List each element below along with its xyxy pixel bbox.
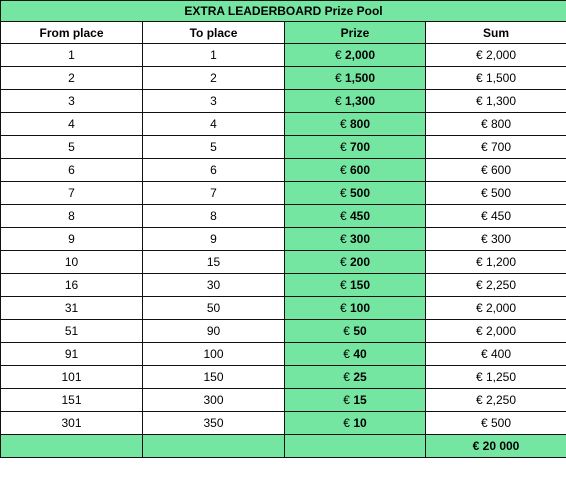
prize-cell — [285, 205, 426, 228]
from-place-cell: 16 — [1, 274, 143, 297]
table-row — [1, 90, 566, 113]
sum-cell: € 500 — [426, 182, 566, 205]
total-empty-cell — [143, 435, 285, 458]
table-body — [1, 44, 566, 435]
total-empty-cell — [285, 435, 426, 458]
currency-symbol: € — [343, 347, 350, 361]
table-row — [1, 159, 566, 182]
currency-symbol: € — [339, 140, 347, 154]
prize-amount: 1,500 — [345, 71, 376, 85]
currency-symbol: € — [343, 416, 350, 430]
prize-cell — [285, 44, 426, 67]
prize-amount: 200 — [350, 255, 371, 269]
prize-amount: 2,000 — [345, 48, 376, 62]
to-place-cell: 1 — [143, 44, 285, 67]
to-place-cell: 150 — [143, 366, 285, 389]
prize-cell — [285, 228, 426, 251]
to-place-cell: 4 — [143, 113, 285, 136]
prize-cell — [285, 412, 426, 435]
prize-amount: 700 — [350, 140, 371, 154]
to-place-cell: 9 — [143, 228, 285, 251]
to-place-cell: 30 — [143, 274, 285, 297]
currency-symbol: € — [339, 163, 347, 177]
column-header-from: From place — [1, 22, 143, 44]
to-place-cell: 15 — [143, 251, 285, 274]
prize-amount: 800 — [350, 117, 371, 131]
from-place-cell: 151 — [1, 389, 143, 412]
prize-cell — [285, 251, 426, 274]
table-row — [1, 182, 566, 205]
table-row — [1, 412, 566, 435]
currency-symbol: € — [339, 278, 347, 292]
sum-cell: € 2,000 — [426, 297, 566, 320]
prize-cell — [285, 90, 426, 113]
currency-symbol: € — [343, 324, 350, 338]
to-place-cell: 8 — [143, 205, 285, 228]
table-row — [1, 228, 566, 251]
from-place-cell: 2 — [1, 67, 143, 90]
prize-amount: 50 — [353, 324, 367, 338]
to-place-cell: 100 — [143, 343, 285, 366]
prize-cell — [285, 159, 426, 182]
prize-cell — [285, 320, 426, 343]
from-place-cell: 9 — [1, 228, 143, 251]
currency-symbol: € — [334, 94, 342, 108]
table-row — [1, 343, 566, 366]
currency-symbol: € — [339, 186, 347, 200]
total-empty-cell — [1, 435, 143, 458]
prize-amount: 10 — [353, 416, 367, 430]
from-place-cell: 10 — [1, 251, 143, 274]
prize-cell — [285, 67, 426, 90]
prize-cell — [285, 274, 426, 297]
table-title: EXTRA LEADERBOARD Prize Pool — [1, 1, 566, 22]
to-place-cell: 5 — [143, 136, 285, 159]
prize-amount: 25 — [353, 370, 367, 384]
table-row — [1, 366, 566, 389]
to-place-cell: 7 — [143, 182, 285, 205]
currency-symbol: € — [339, 209, 347, 223]
currency-symbol: € — [334, 48, 342, 62]
column-header-sum: Sum — [426, 22, 566, 44]
sum-cell: € 2,000 — [426, 44, 566, 67]
prize-cell — [285, 389, 426, 412]
from-place-cell: 5 — [1, 136, 143, 159]
sum-cell: € 800 — [426, 113, 566, 136]
to-place-cell: 6 — [143, 159, 285, 182]
table-row — [1, 113, 566, 136]
prize-cell — [285, 182, 426, 205]
from-place-cell: 6 — [1, 159, 143, 182]
to-place-cell: 350 — [143, 412, 285, 435]
from-place-cell: 7 — [1, 182, 143, 205]
sum-cell: € 450 — [426, 205, 566, 228]
from-place-cell: 31 — [1, 297, 143, 320]
currency-symbol: € — [339, 117, 347, 131]
table-row — [1, 205, 566, 228]
table-row — [1, 136, 566, 159]
total-row — [1, 435, 566, 458]
column-header-prize: Prize — [285, 22, 426, 44]
table-row — [1, 320, 566, 343]
sum-cell: € 1,200 — [426, 251, 566, 274]
from-place-cell: 3 — [1, 90, 143, 113]
prize-amount: 150 — [350, 278, 371, 292]
sum-cell: € 1,300 — [426, 90, 566, 113]
sum-cell: € 2,250 — [426, 389, 566, 412]
prize-cell — [285, 113, 426, 136]
prize-amount: 450 — [350, 209, 371, 223]
prize-amount: 1,300 — [345, 94, 376, 108]
currency-symbol: € — [334, 71, 342, 85]
prize-amount: 600 — [350, 163, 371, 177]
to-place-cell: 50 — [143, 297, 285, 320]
sum-cell: € 500 — [426, 412, 566, 435]
table-row — [1, 297, 566, 320]
currency-symbol: € — [339, 232, 347, 246]
prize-amount: 40 — [353, 347, 367, 361]
sum-cell: € 2,000 — [426, 320, 566, 343]
from-place-cell: 1 — [1, 44, 143, 67]
prize-cell — [285, 297, 426, 320]
title-row — [1, 1, 566, 22]
sum-cell: € 1,250 — [426, 366, 566, 389]
to-place-cell: 2 — [143, 67, 285, 90]
from-place-cell: 301 — [1, 412, 143, 435]
total-sum-cell: € 20 000 — [426, 435, 566, 458]
currency-symbol: € — [339, 255, 347, 269]
sum-cell: € 600 — [426, 159, 566, 182]
prize-amount: 300 — [350, 232, 371, 246]
prize-amount: 500 — [350, 186, 371, 200]
to-place-cell: 90 — [143, 320, 285, 343]
prize-amount: 15 — [353, 393, 367, 407]
sum-cell: € 300 — [426, 228, 566, 251]
table-row — [1, 67, 566, 90]
sum-cell: € 400 — [426, 343, 566, 366]
from-place-cell: 101 — [1, 366, 143, 389]
table-row — [1, 274, 566, 297]
column-header-to: To place — [143, 22, 285, 44]
table-row — [1, 389, 566, 412]
prize-cell — [285, 136, 426, 159]
sum-cell: € 1,500 — [426, 67, 566, 90]
currency-symbol: € — [339, 301, 347, 315]
header-row — [1, 22, 566, 44]
currency-symbol: € — [343, 393, 350, 407]
from-place-cell: 91 — [1, 343, 143, 366]
from-place-cell: 8 — [1, 205, 143, 228]
to-place-cell: 3 — [143, 90, 285, 113]
to-place-cell: 300 — [143, 389, 285, 412]
prize-cell — [285, 343, 426, 366]
sum-cell: € 700 — [426, 136, 566, 159]
sum-cell: € 2,250 — [426, 274, 566, 297]
table-row — [1, 44, 566, 67]
currency-symbol: € — [343, 370, 350, 384]
prize-amount: 100 — [350, 301, 371, 315]
prize-cell — [285, 366, 426, 389]
from-place-cell: 51 — [1, 320, 143, 343]
from-place-cell: 4 — [1, 113, 143, 136]
table-row — [1, 251, 566, 274]
